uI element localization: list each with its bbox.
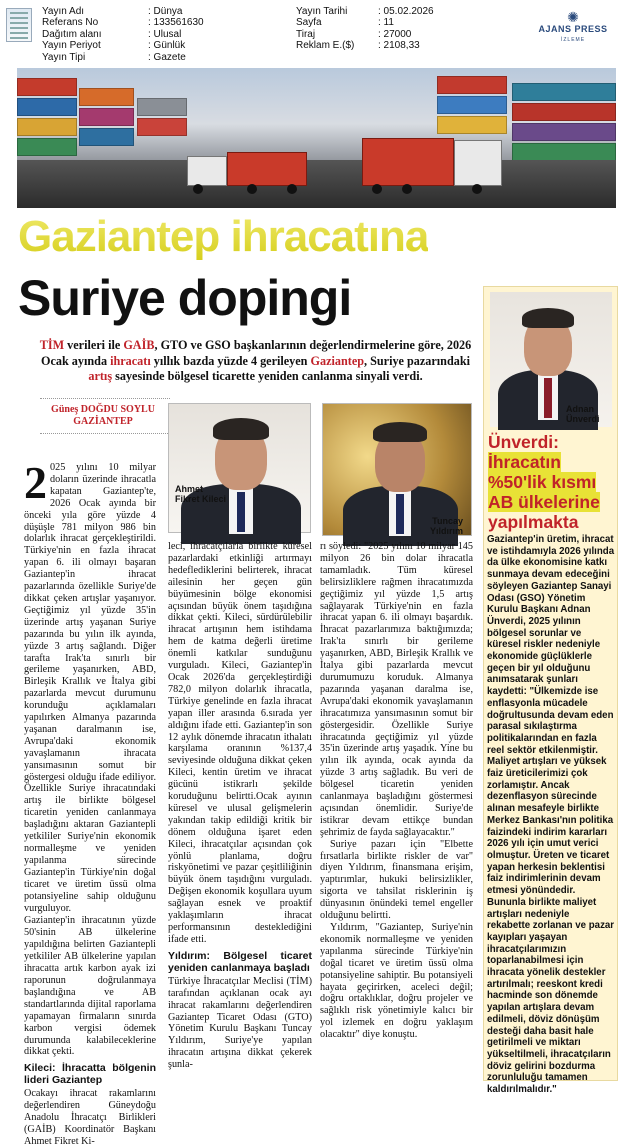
subhead-segment: verileri ile — [64, 338, 124, 352]
meta-values-left — [148, 6, 204, 63]
kileci-portrait — [168, 403, 311, 533]
meta-value: : 05.02.2026 — [378, 6, 434, 17]
meta-keys-left — [42, 6, 101, 63]
byline: Güneş DOĞDU SOYLU GAZİANTEP — [51, 404, 155, 427]
subhead-segment: sayesinde bölgesel ticarette yeniden canlanma sinyali verdi. — [112, 369, 423, 383]
article-column-1: 2 025 yılını 10 milyar doların üzerinde ihracatla kapatan Gaziantep'te, 2026 Ocak ayında bir önceki yıla göre yüzde 4 düşüşle 781 milyon 986 bin dolarlık ihracat gerçekleştirildi. Türkiye'nin en fazla ihracat yapan 6. ili olmayı başaran Gaziantep'in ihracat pazarlarında özellikle Suriye'de dikkat çeken artışlar yaşanıyor. Geçtiğimiz yıl yüzde 35'in üzerinde artış yaşanan Suriye pazarında bu yılın ilk ayında, yüzde 3 artış sağlandı. Diğer tarafta Irak'ta sınırlı bir gerileme yaşanırken, ABD, Birleşik Krallık ve İtalya gibi pazarlarda mevcut durumunu korunduğu açıklamaları yapılırken Almanya pazarında yaşanan daralmanın ise, Avrupa'daki ekonomik yavaşlamanın ihracata yansımasının somut bir göstergesi olduğu ifade ediliyor. Özellikle Suriye ihracatındaki artış ile birlikte bölgesel ticaretin yeniden canlanmaya başladığını aktaran Gaziantepli yetkililer Suriye'nin ekonomik normalleşme ve yeniden yapılanma sürecinde Gaziantep'in Türkiye'nin doğal ticaret ve üretim üssü olma potansiyeline sahip olduğunu vurguluyor. Gaziantep'in ihracatının yüzde 50'sinin AB ülkelerine yapıldığına belirten Gaziantepli yetkililer AB ülkelerine yapılan ihracatta artık karbon ayak izi raporunun doğrulanmaya başlandığına ve AB standartlarında dijital raporlama yapamayan firmaların sınırda karbon vergisi ödemek durumunda kalabileceklerine dikkat çekti. Kileci: İhracatta bölgenin lideri Gaziantep Ocakayı ihracat rakamlarını değerlendiren Güneydoğu Anadolu İhracatçı Birlikleri (GAİB) Koordinatör Başkanı Ahmet Fikret Ki- — [24, 457, 156, 1147]
subhead-segment: , GTO ve GSO başkanlarının değerlendirmelerine göre, 2026 Ocak ayında — [41, 338, 472, 368]
meta-label: Referans No — [42, 17, 99, 29]
meta-label: Sayfa — [296, 17, 322, 29]
article-column-2: leci, ihracatçılarla birlikte küresel pazarlardaki etkinliği artırmayı hedeflediklerini belirterek, ihracat ailesinin her geçen gün büyümesinin bölge ekonomisi açısından büyük önem taşıdığına dikkat çekti. Kileci, sürdürülebilir ihracat artışının hem istihdama hem de katma değerli üretime önemli katkılar sunduğunu vurguladı. Kileci, Gaziantep'in Ocak 2026'da gerçekleştirdiği 782,0 milyon dolarlık ihracatla, Türkiye genelinde en fazla ihracat yapan iller arasında 6.sırada yer aldığını ifade etti. Gaziantep'in son 12 aylık dönemde ihracatın ithalatı karşılama oranının %137,4 seviyesinde olduğuna dikkat çeken Kileci, kentin üretim ve ihracat gücünü istikrarlı şekilde koruduğunu belirtti.Ocak ayının küresel ve ulusal gelişmelerin yakından takip edildiği kritik bir dönem olduğuna işaret eden Kileci, ihracatçılar açısından çok yönlü planlama, doğru riskyönetimi ve pazar çeşitliliğinin büyük önem taşıdığını vurguladı. Değişen ekonomik koşullara uyum sağlayan esnek ve proaktif yaklaşımların ihracat performansının desteklediğini ifade etti. Yıldırım: Bölgesel ticaret yeniden canlanmaya başladı Türkiye İhracatçılar Meclisi (TİM) tarafından açıklanan ocak ayı ihracat rakamlarını değerlendiren Gaziantep Ticaret Odası (GTO) Yönetim Kurulu Başkanı Tuncay Yıldırım, Suriye'ye yapılan ihracatın artışına dikkat çekerek şunla- — [168, 541, 312, 1071]
meta-value: : Ulusal — [148, 28, 182, 40]
ajans-press-logo: ✺ AJANS PRESS İZLEME — [534, 10, 612, 47]
headline-line-1: Gaziantep ihracatına — [18, 212, 429, 261]
subheading-kileci: Kileci: İhracatta bölgenin lideri Gaziantep — [24, 1062, 156, 1087]
meta-label: Tiraj — [296, 28, 316, 40]
subheadline — [28, 338, 483, 385]
caption-yildirim: Tuncay Yıldırım — [430, 516, 464, 536]
meta-value: : Dünya — [148, 6, 183, 17]
meta-value: : Günlük — [148, 40, 186, 52]
truck — [187, 144, 307, 194]
subhead-segment: ihracatı — [110, 353, 151, 368]
subhead-segment: artış — [88, 369, 113, 383]
subhead-segment: GAİB — [123, 338, 155, 352]
road — [17, 160, 616, 208]
meta-value: : 27000 — [378, 28, 412, 40]
newspaper-thumbnail-icon[interactable] — [6, 8, 32, 42]
meta-label: Dağıtım alanı — [42, 28, 102, 40]
meta-values-right — [378, 6, 434, 52]
sidebar-body: Gaziantep'in üretim, ihracat ve istihdamıyla 2026 yılında da ülke ekonomisine katkı sunmaya devam edeceğini söyleyen Gaziantep Sanayi Odası (GSO) Yönetim Kurulu Başkanı Adnan Ünverdi, 2025 yılının bölgesel sorunlar ve küresel riskler nedeniyle ekonomide güçlüklerle geçen bir yıl olduğunu anımsatarak şunları kaydetti: "Ülkemizde ise enflasyonla mücadele doğrultusunda devam eden parasal sıkılaştırma politikalarından en fazla reel sektör etkilenmiştir. Maliyet artışları ve yüksek faiz üreticilerimizi çok zorlamıştır. Ancak dezenflasyon sürecinde alınan mesafeyle birlikte Merkez Bankası'nın politika faizindeki indirim kararları 2026 yılı için umut verici olmuştur. Üreten ve ticaret yapan herkesin beklentisi faiz indirimlerinin devam etmesi yönündedir. Bununla birlikte maliyet artışları nedeniyle rekabette zorlanan ve pazar kayıpları yaşayan ihracatçılarımızın toparlanabilmesi için ihracata yönelik destekler artırılmalı; reeskont kredi hacminde son dönemde yapılan artışlara devam edilmeli, döviz dönüşüm desteği daha basit hale getirilmeli ve miktarı yükseltilmeli, ihracatçıların döviz gelirini bozdurma zorunluluğu tamamen kaldırılmalıdır." — [487, 534, 615, 1096]
article-column-3: rı söyledi: "2025 yılını 10 milyar 145 milyon 26 bin dolar ihracatla tamamladık. Tüm küresel belirsizliklere rağmen ihracatımızda geçtiğimiz yıl yüzde 1,5 artış sağlayarak Türkiye'nin en fazla ihracat yapan 6. ili olmayı başardık. İhracat pazarlarımıza baktığımızda; Irak'ta sınırlı bir gerileme yaşanırken, ABD, Birleşik Krallık ve İtalya gibi pazarlarda mevcut durumumuzu koruduk. Almanya pazarında yaşanan daralma ise, Avrupa'daki ekonomik yavaşlamanın ihracatımıza yansımasının somut bir göstergesidir. Özellikle Suriye ihracatında geçtiğimiz yıl yüzde 35'in üzerinde artış yaşadık. Yine bu yılın ilk ayında, ocak ayında da yüzde 3 artış sağladık. Bu veri de bölgesel ticaretin yeniden canlanmaya başladığını göstermesi açısından önemlidir. Suriye'de istikrar devam ettikçe bundan şehrimiz de fayda sağlayacaktır." Suriye pazarı için "Elbette fırsatlarla birlikte riskler de var" diyen Yıldırım, finansmana erişim, yaptırımlar, hukuki belirsizlikler, sigorta ve tahsilat risklerinin iş dünyasının önündeki temel engeller olduğunu belirtti. Yıldırım, "Gaziantep, Suriye'nin ekonomik normalleşme ve yeniden yapılanma sürecinde Türkiye'nin doğal ticaret ve üretim üssü olma potansiyeline sahiptir. Bu potansiyeli hayata geçirirken, aceleci değil; doğru ortaklıklar, doğru projeler ve sağlıklı risk yönetimiyle kalıcı bir yol izlemek en doğru yaklaşım olacaktır" diye konuştu. — [320, 541, 473, 1041]
meta-label: Yayın Adı — [42, 6, 85, 17]
subhead-segment: TİM — [39, 338, 65, 352]
sidebar-headline: Ünverdi: İhracatın %50'lik kısmı AB ülkelerine yapılmakta — [488, 432, 600, 532]
meta-label: Yayın Tipi — [42, 51, 86, 63]
headline-line-2: Suriye dopingi — [18, 270, 352, 326]
subheading-yildirim: Yıldırım: Bölgesel ticaret yeniden canlanmaya başladı — [168, 949, 312, 974]
subhead-segment: , Suriye pazarındaki — [364, 353, 470, 368]
logo-emblem-icon: ✺ — [567, 9, 579, 25]
meta-label: Yayın Periyot — [42, 40, 101, 52]
meta-label: Reklam E.($) — [296, 40, 355, 52]
caption-kileci: Ahmet Fikret Kileci — [175, 484, 227, 504]
trucks-containers-photo — [17, 68, 616, 208]
meta-label: Yayın Tarihi — [296, 6, 348, 17]
meta-keys-right — [296, 6, 354, 52]
meta-value: : Gazete — [148, 51, 186, 63]
meta-value: : 2108,33 — [378, 40, 420, 52]
caption-unverdi: Adnan Ünverdi — [566, 404, 600, 424]
subhead-segment: Gaziantep — [310, 353, 365, 368]
meta-value: : 11 — [378, 17, 394, 29]
meta-value: : 133561630 — [148, 17, 204, 29]
truck — [362, 124, 502, 194]
subhead-segment: yıllık bazda yüzde 4 gerileyen — [150, 353, 311, 368]
clipping-metadata — [0, 6, 624, 64]
